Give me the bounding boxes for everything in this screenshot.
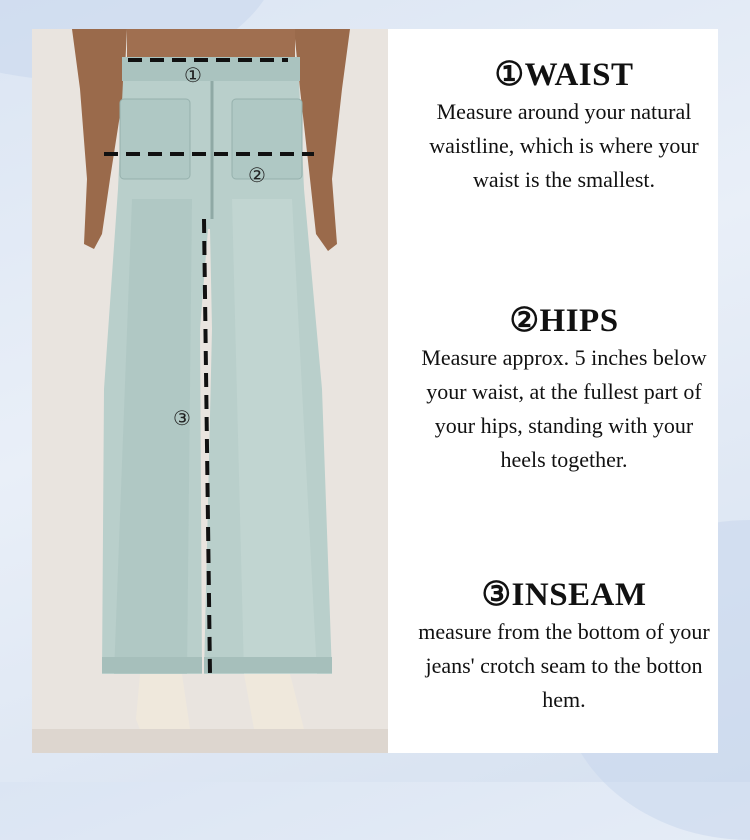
waist-section (410, 55, 718, 197)
waist-title: ①WAIST (494, 57, 634, 93)
hips-title: ②HIPS (509, 303, 619, 339)
size-guide-card (32, 29, 718, 753)
inseam-description: measure from the bottom of your jeans' crotch seam to the botton hem. (418, 619, 710, 712)
jeans-illustration (32, 29, 388, 753)
measurement-instructions (410, 29, 718, 753)
hips-marker: ② (248, 163, 266, 187)
waist-description: Measure around your natural waistline, which is where your waist is the smallest. (429, 99, 699, 192)
inseam-section (410, 575, 718, 717)
hips-description: Measure approx. 5 inches below your waist, at the fullest part of your hips, standing with your heels together. (421, 345, 707, 472)
hips-section (410, 301, 718, 477)
waist-marker: ① (184, 63, 202, 87)
inseam-marker: ③ (173, 406, 191, 430)
inseam-title: ③INSEAM (481, 577, 647, 613)
jeans-model-photo (32, 29, 388, 753)
